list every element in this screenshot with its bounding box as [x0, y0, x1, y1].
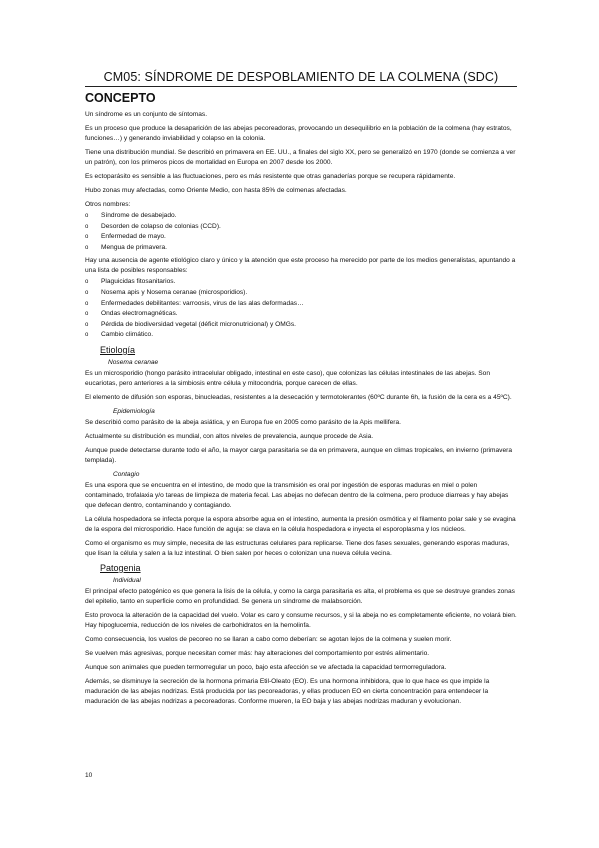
- paragraph: Aunque puede detectarse durante todo el año, la mayor carga parasitaria se da en primavera, aunque en climas tropicales, en invierno (primavera templada).: [85, 446, 513, 464]
- paragraph: Aunque son animales que pueden termorregular un poco, bajo esta afección se ve afectada la capacidad termorreguladora.: [85, 663, 447, 671]
- list-item: o Nosema apis y Nosema ceranae (microsporidios).: [85, 288, 517, 299]
- list-item: o Síndrome de desabejado.: [85, 211, 517, 222]
- paragraph: Como consecuencia, los vuelos de pecoreo no se llaran a cabo como deberían: se agotan lejos de la colmena y suelen morir.: [85, 635, 452, 643]
- document-page: [85, 70, 517, 711]
- otros-nombres-list: [85, 211, 517, 253]
- paragraph: Es un proceso que produce la desaparición de las abejas pecoreadoras, provocando un desequilibrio en la población de la colmena (hay estratos, funciones…) y generando inviabilidad y colapso en la colonia.: [85, 125, 512, 142]
- list-item: o Mengua de primavera.: [85, 243, 517, 254]
- paragraph: Hubo zonas muy afectadas, como Oriente Medio, con hasta 85% de colmenas afectadas.: [85, 187, 347, 194]
- paragraph: Se describió como parásito de la abeja asiática, y en Europa fue en 2005 como parásito de la Apis mellifera.: [85, 418, 401, 426]
- paragraph: Hay una ausencia de agente etiológico claro y único y la atención que este proceso ha merecido por parte de los medios generalistas, apuntando a una lista de posibles responsables:: [85, 257, 516, 275]
- paragraph: Como el organismo es muy simple, necesita de las estructuras celulares para replicarse. Tiene dos fases sexuales, generando esporas maduras, que lisan la célula y salen a la luz intestinal. O bien salen por heces o colonizan una nueva célula vecina.: [85, 539, 510, 557]
- paragraph: La célula hospedadora se infecta porque la espora absorbe agua en el intestino, aumenta la presión osmótica y el filamento polar sale y se evagina de la espora del microsporidio. Hace función de aguja: se clava en la célula hospedadora e inyecta el esporoplasma y los núcleos.: [85, 515, 516, 533]
- otros-nombres-label: Otros nombres:: [85, 201, 131, 208]
- paragraph: El elemento de difusión son esporas, binucleadas, resistentes a la desecación y termotolerantes (60ºC durante 6h, la fusión de la cera es a 45ºC).: [85, 393, 512, 401]
- subheading-individual: Individual: [113, 576, 141, 584]
- paragraph: Se vuelven más agresivas, porque necesitan comer más: hay alteraciones del comportamiento por estrés alimentario.: [85, 649, 430, 657]
- subheading-nosema: Nosema ceranae: [108, 358, 159, 366]
- list-item: o Pérdida de biodiversidad vegetal (déficit micronutricional) y OMGs.: [85, 320, 517, 331]
- list-item: o Desorden de colapso de colonias (CCD).: [85, 222, 517, 233]
- paragraph: Es una espora que se encuentra en el intestino, de modo que la transmisión es oral por ingestión de esporas maduras en miel o polen contaminado, trofalaxia y/o tareas de limpieza de materia fecal. Las abejas no defecan dentro de la colmena, pero produce diarreas y hay abejas que defecan dentro, contaminando y contagiando.: [85, 481, 509, 509]
- page-number: 10: [85, 772, 93, 779]
- section-heading-concepto: CONCEPTO: [85, 91, 156, 105]
- subheading-contagio: Contagio: [113, 470, 140, 478]
- list-item: o Plaguicidas fitosanitarios.: [85, 277, 517, 288]
- paragraph: Tiene una distribución mundial. Se describió en primavera en EE. UU., a finales del siglo XX, pero se generalizó en 1970 (donde se comienza a ver un patrón), con los primeros picos de mortalidad en Europa en 2007 desde los 2000.: [85, 149, 516, 166]
- list-item: o Enfermedades debilitantes: varroosis, virus de las alas deformadas…: [85, 299, 517, 310]
- section-heading-etiologia: Etiología: [100, 344, 136, 355]
- subheading-epidemiologia: Epidemiología: [113, 407, 155, 415]
- section-heading-patogenia: Patogenia: [100, 562, 141, 573]
- paragraph: Es un microsporidio (hongo parásito intracelular obligado, intestinal en este caso), que colonizas las células intestinales de las abejas. Son eucariotas, pero anteriores a la simbiosis entre célula y mitocondria, porque carecen de ellas.: [85, 369, 491, 387]
- causas-list: [85, 277, 517, 341]
- paragraph: Actualmente su distribución es mundial, con altos niveles de prevalencia, aunque procede de Asia.: [85, 432, 374, 440]
- document-title: CM05: SÍNDROME DE DESPOBLAMIENTO DE LA COLMENA (SDC): [85, 70, 517, 87]
- list-item: o Enfermedad de mayo.: [85, 232, 517, 243]
- paragraph: Esto provoca la alteración de la capacidad del vuelo. Volar es caro y consume recursos, y si la abeja no es completamente eficiente, no volará bien. Hay hipoglucemia, reducción de los niveles de carbohidratos en la hemolinfa.: [85, 611, 517, 629]
- list-item: o Ondas electromagnéticas.: [85, 309, 517, 320]
- paragraph: Es ectoparásito es sensible a las fluctuaciones, pero es más resistente que otras ganaderías porque se recupera rápidamente.: [85, 173, 456, 180]
- list-item: o Cambio climático.: [85, 330, 517, 341]
- paragraph: Además, se disminuye la secreción de la hormona primaria Etil-Oleato (EO). Es una hormona inhibidora, que lo que hace es que impide la maduración de las abejas nodrizas. Está producida por las pecoreadoras, y ellas producen EO en cierta concentración para entendecer la maduración de las abejas nodrizas a pecoreadoras. Conforme mueren, la EO baja y las abejas nodrizas maduran y evolucionan.: [85, 677, 490, 705]
- paragraph: Un síndrome es un conjunto de síntomas.: [85, 111, 208, 118]
- paragraph: El principal efecto patogénico es que genera la lisis de la célula, y como la carga parasitaria es alta, el problema es que se destruye grandes zonas del epitelio, tanto en superficie como en profundidad. Se genera un síndrome de malabsorción.: [85, 587, 515, 605]
